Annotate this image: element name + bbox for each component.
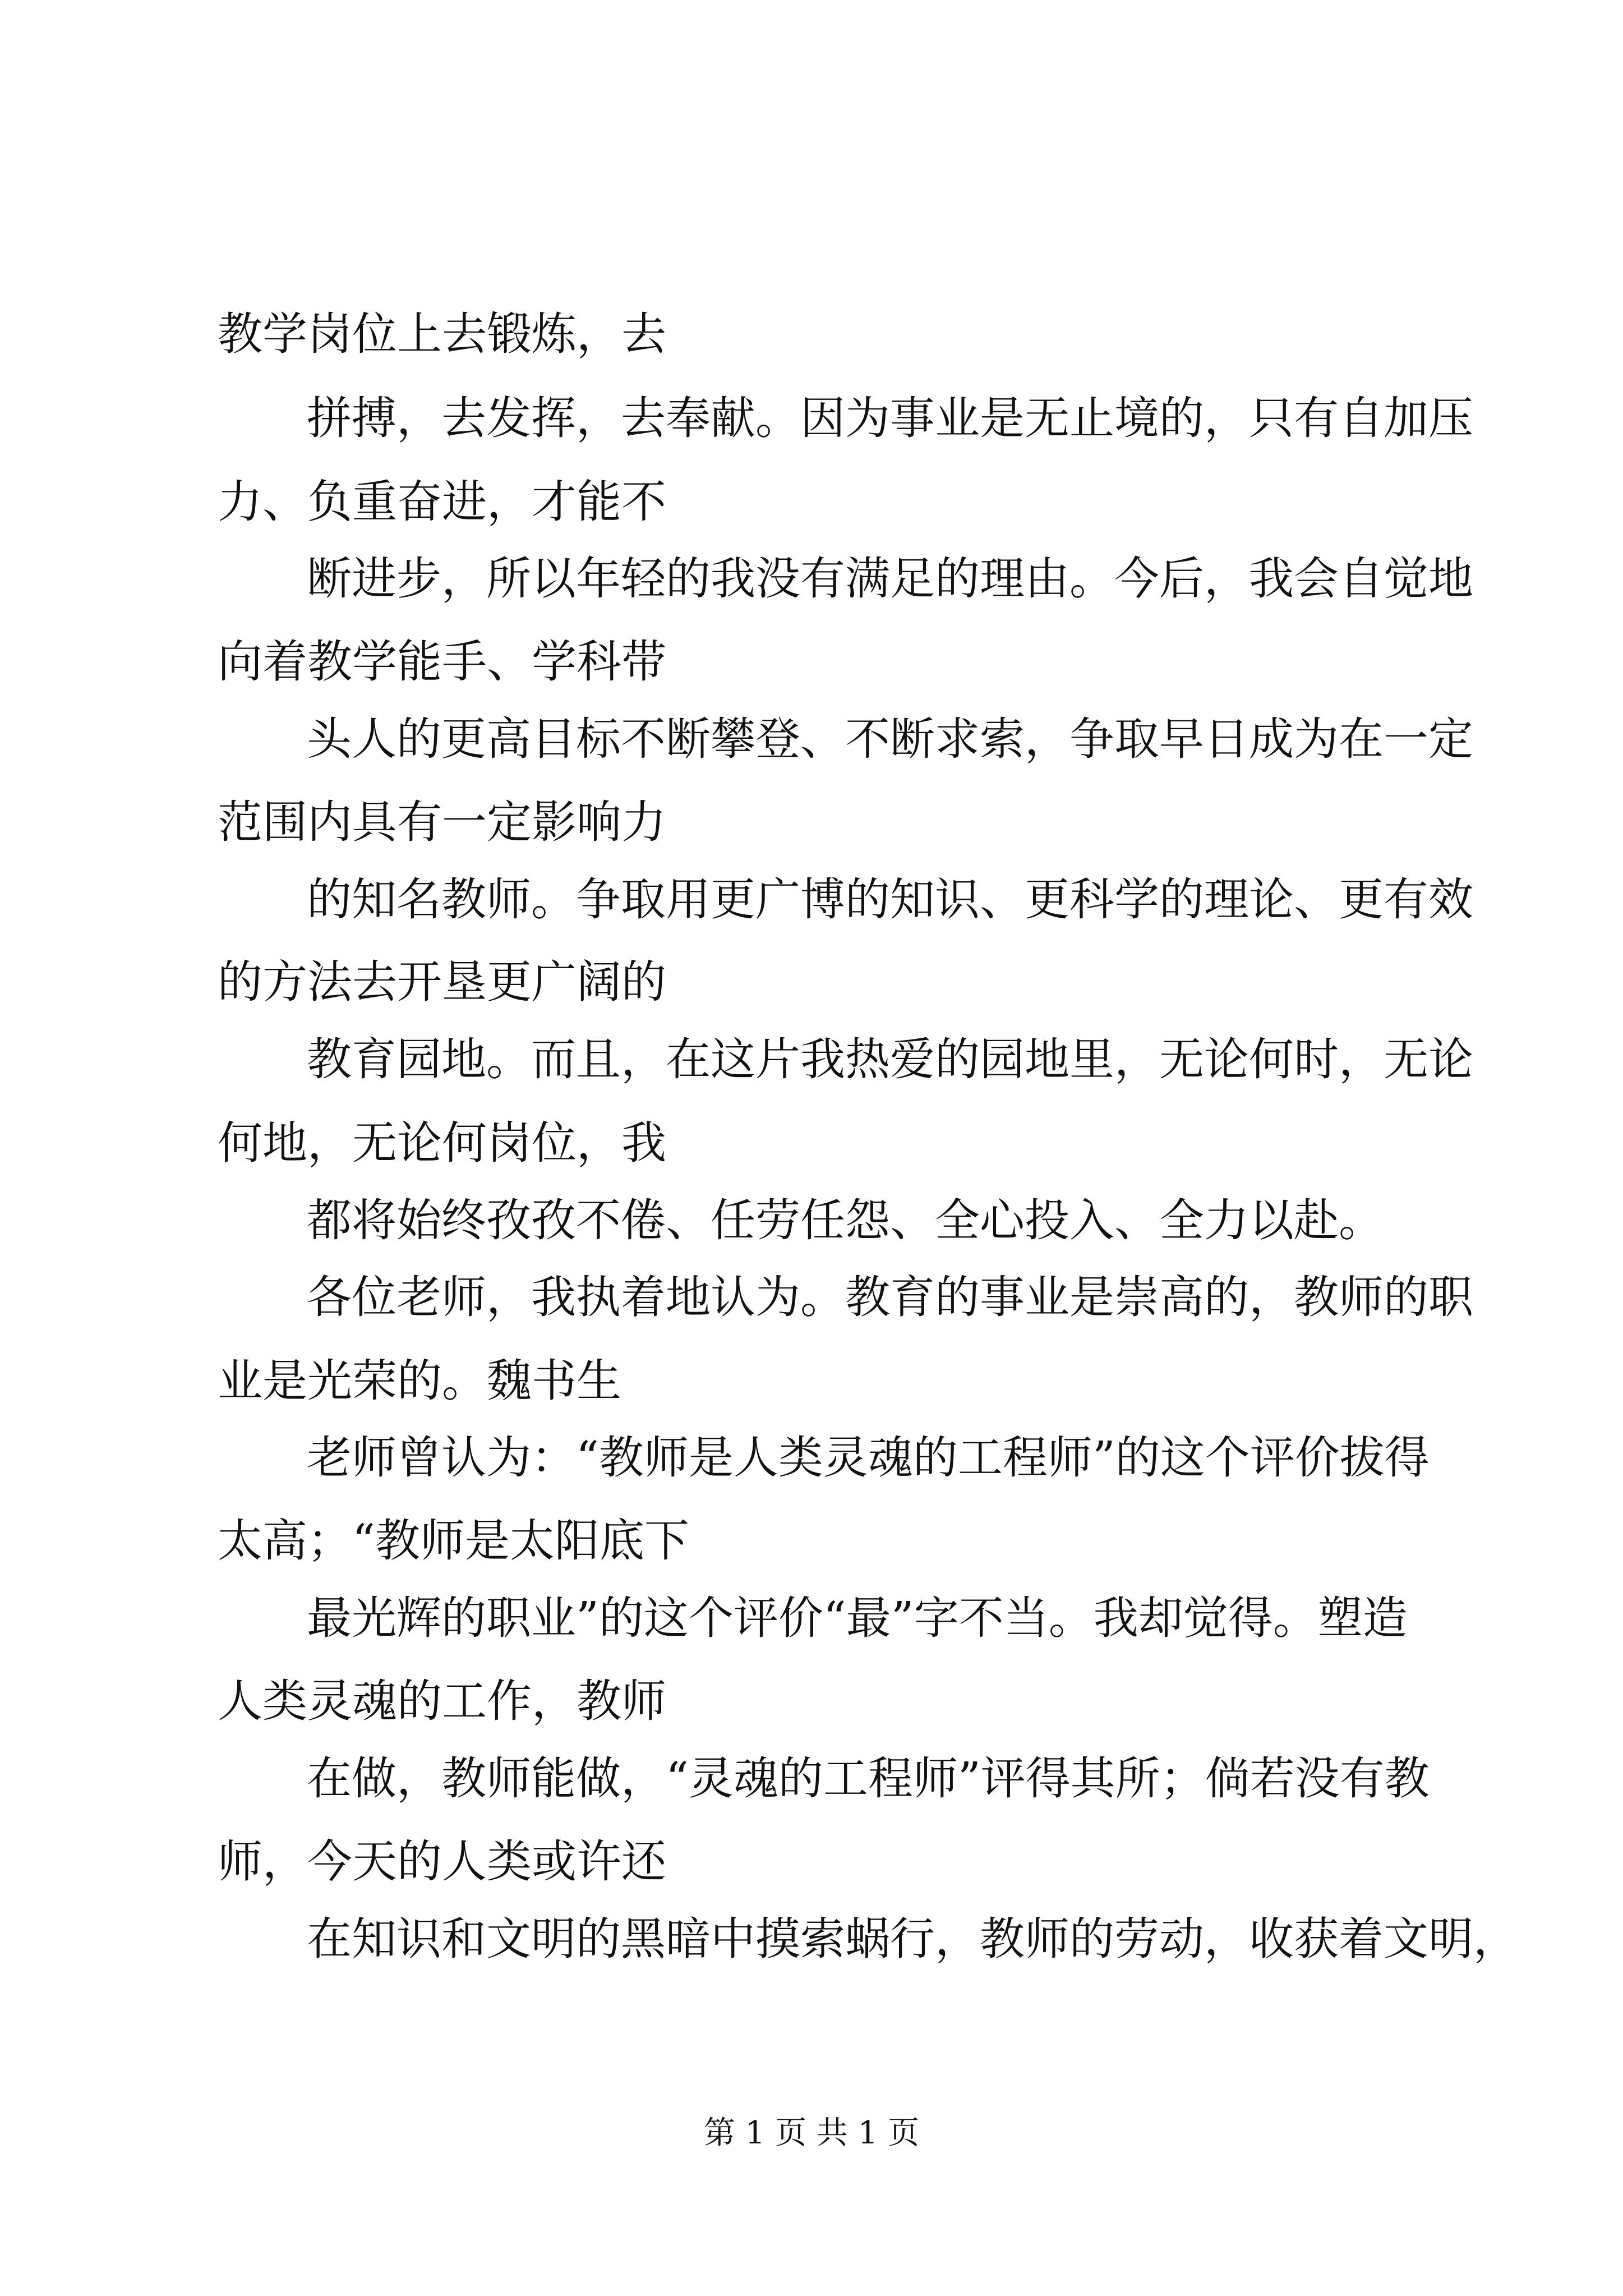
text-line: 何地，无论何岗位，我 [218, 1117, 666, 1169]
text-line: 业是光荣的。魏书生 [218, 1355, 621, 1407]
text-line: 都将始终孜孜不倦、任劳任怨、全心投入、全力以赴。 [307, 1194, 1384, 1246]
text-line: 的知名教师。争取用更广博的知识、更科学的理论、更有效 [307, 873, 1473, 926]
page-number-footer: 第 1 页 共 1 页 [703, 2115, 920, 2151]
text-line: 教育园地。而且，在这片我热爱的园地里，无论何时，无论 [307, 1033, 1473, 1085]
text-line: 在做，教师能做，“灵魂的工程师”评得其所；倘若没有教 [307, 1752, 1430, 1805]
text-line: 拼搏，去发挥，去奉献。因为事业是无止境的，只有自加压 [307, 392, 1473, 444]
text-line: 的方法去开垦更广阔的 [218, 956, 666, 1008]
text-line: 向着教学能手、学科带 [218, 636, 666, 688]
text-line: 断进步，所以年轻的我没有满足的理由。今后，我会自觉地 [307, 553, 1473, 605]
text-line: 各位老师，我执着地认为。教育的事业是崇高的，教师的职 [307, 1271, 1473, 1323]
text-line: 师，今天的人类或许还 [218, 1835, 666, 1888]
text-line: 太高；“教师是太阳底下 [218, 1515, 689, 1567]
text-line: 教学岗位上去锻炼，去 [218, 308, 666, 360]
text-line: 人类灵魂的工作，教师 [218, 1675, 666, 1727]
text-line: 头人的更高目标不断攀登、不断求索，争取早日成为在一定 [307, 713, 1473, 765]
text-line: 范围内具有一定影响力 [218, 796, 666, 848]
text-line: 老师曾认为：“教师是人类灵魂的工程师”的这个评价拔得 [307, 1432, 1430, 1484]
text-line: 在知识和文明的黑暗中摸索蜗行，教师的劳动，收获着文明， [307, 1913, 1518, 1965]
text-line: 力、负重奋进，才能不 [218, 476, 666, 528]
text-line: 最光辉的职业”的这个评价“最”字不当。我却觉得。塑造 [307, 1592, 1408, 1644]
